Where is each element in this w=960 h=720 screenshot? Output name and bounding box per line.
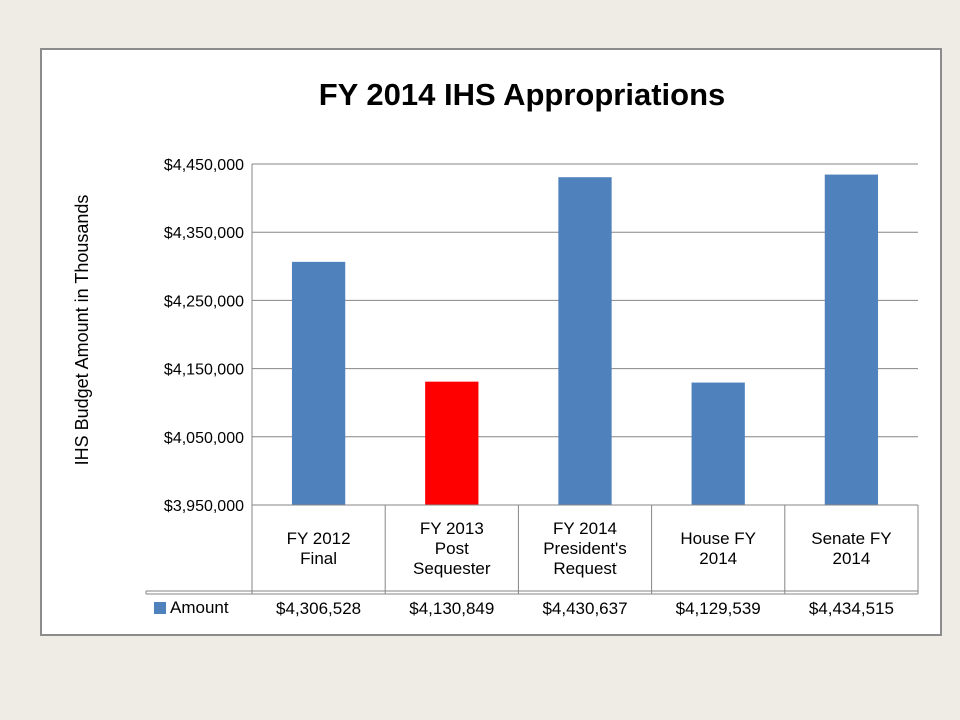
chart-frame xyxy=(40,48,942,636)
y-tick-label: $4,250,000 xyxy=(163,293,244,311)
bar-chart xyxy=(42,50,940,634)
category-label: 2014 xyxy=(699,549,738,568)
category-label: FY 2012 xyxy=(286,529,351,548)
category-label: Senate FY xyxy=(811,529,892,548)
category-label: FY 2013 xyxy=(419,519,484,538)
y-tick-label: $4,150,000 xyxy=(163,361,244,379)
category-label: House FY xyxy=(680,529,756,548)
bar xyxy=(425,382,478,505)
category-label: Post xyxy=(434,539,469,558)
bar xyxy=(558,177,611,505)
category-label: FY 2014 xyxy=(553,519,617,538)
data-value-label: $4,430,637 xyxy=(542,599,628,618)
category-label: Request xyxy=(553,559,617,578)
bar xyxy=(825,175,878,505)
data-table xyxy=(146,505,918,618)
data-value-label: $4,306,528 xyxy=(276,599,362,618)
bar xyxy=(292,262,345,505)
data-value-label: $4,434,515 xyxy=(808,599,894,618)
legend-swatch xyxy=(154,602,166,614)
category-label: 2014 xyxy=(832,549,871,568)
y-tick-label: $4,450,000 xyxy=(163,157,244,174)
data-value-label: $4,129,539 xyxy=(675,599,761,618)
data-value-label: $4,130,849 xyxy=(409,599,495,618)
y-tick-label: $3,950,000 xyxy=(163,498,244,515)
chart-title: FY 2014 IHS Appropriations xyxy=(318,77,726,112)
category-label: Sequester xyxy=(413,559,491,578)
bars xyxy=(292,175,878,505)
gridlines xyxy=(164,157,918,515)
category-label: Final xyxy=(300,549,338,568)
y-axis-label: IHS Budget Amount in Thousands xyxy=(72,194,92,466)
y-tick-label: $4,050,000 xyxy=(163,429,244,447)
y-tick-label: $4,350,000 xyxy=(163,225,244,243)
bar xyxy=(692,383,745,505)
category-label: President's xyxy=(543,539,627,558)
legend-label: Amount xyxy=(170,598,229,617)
